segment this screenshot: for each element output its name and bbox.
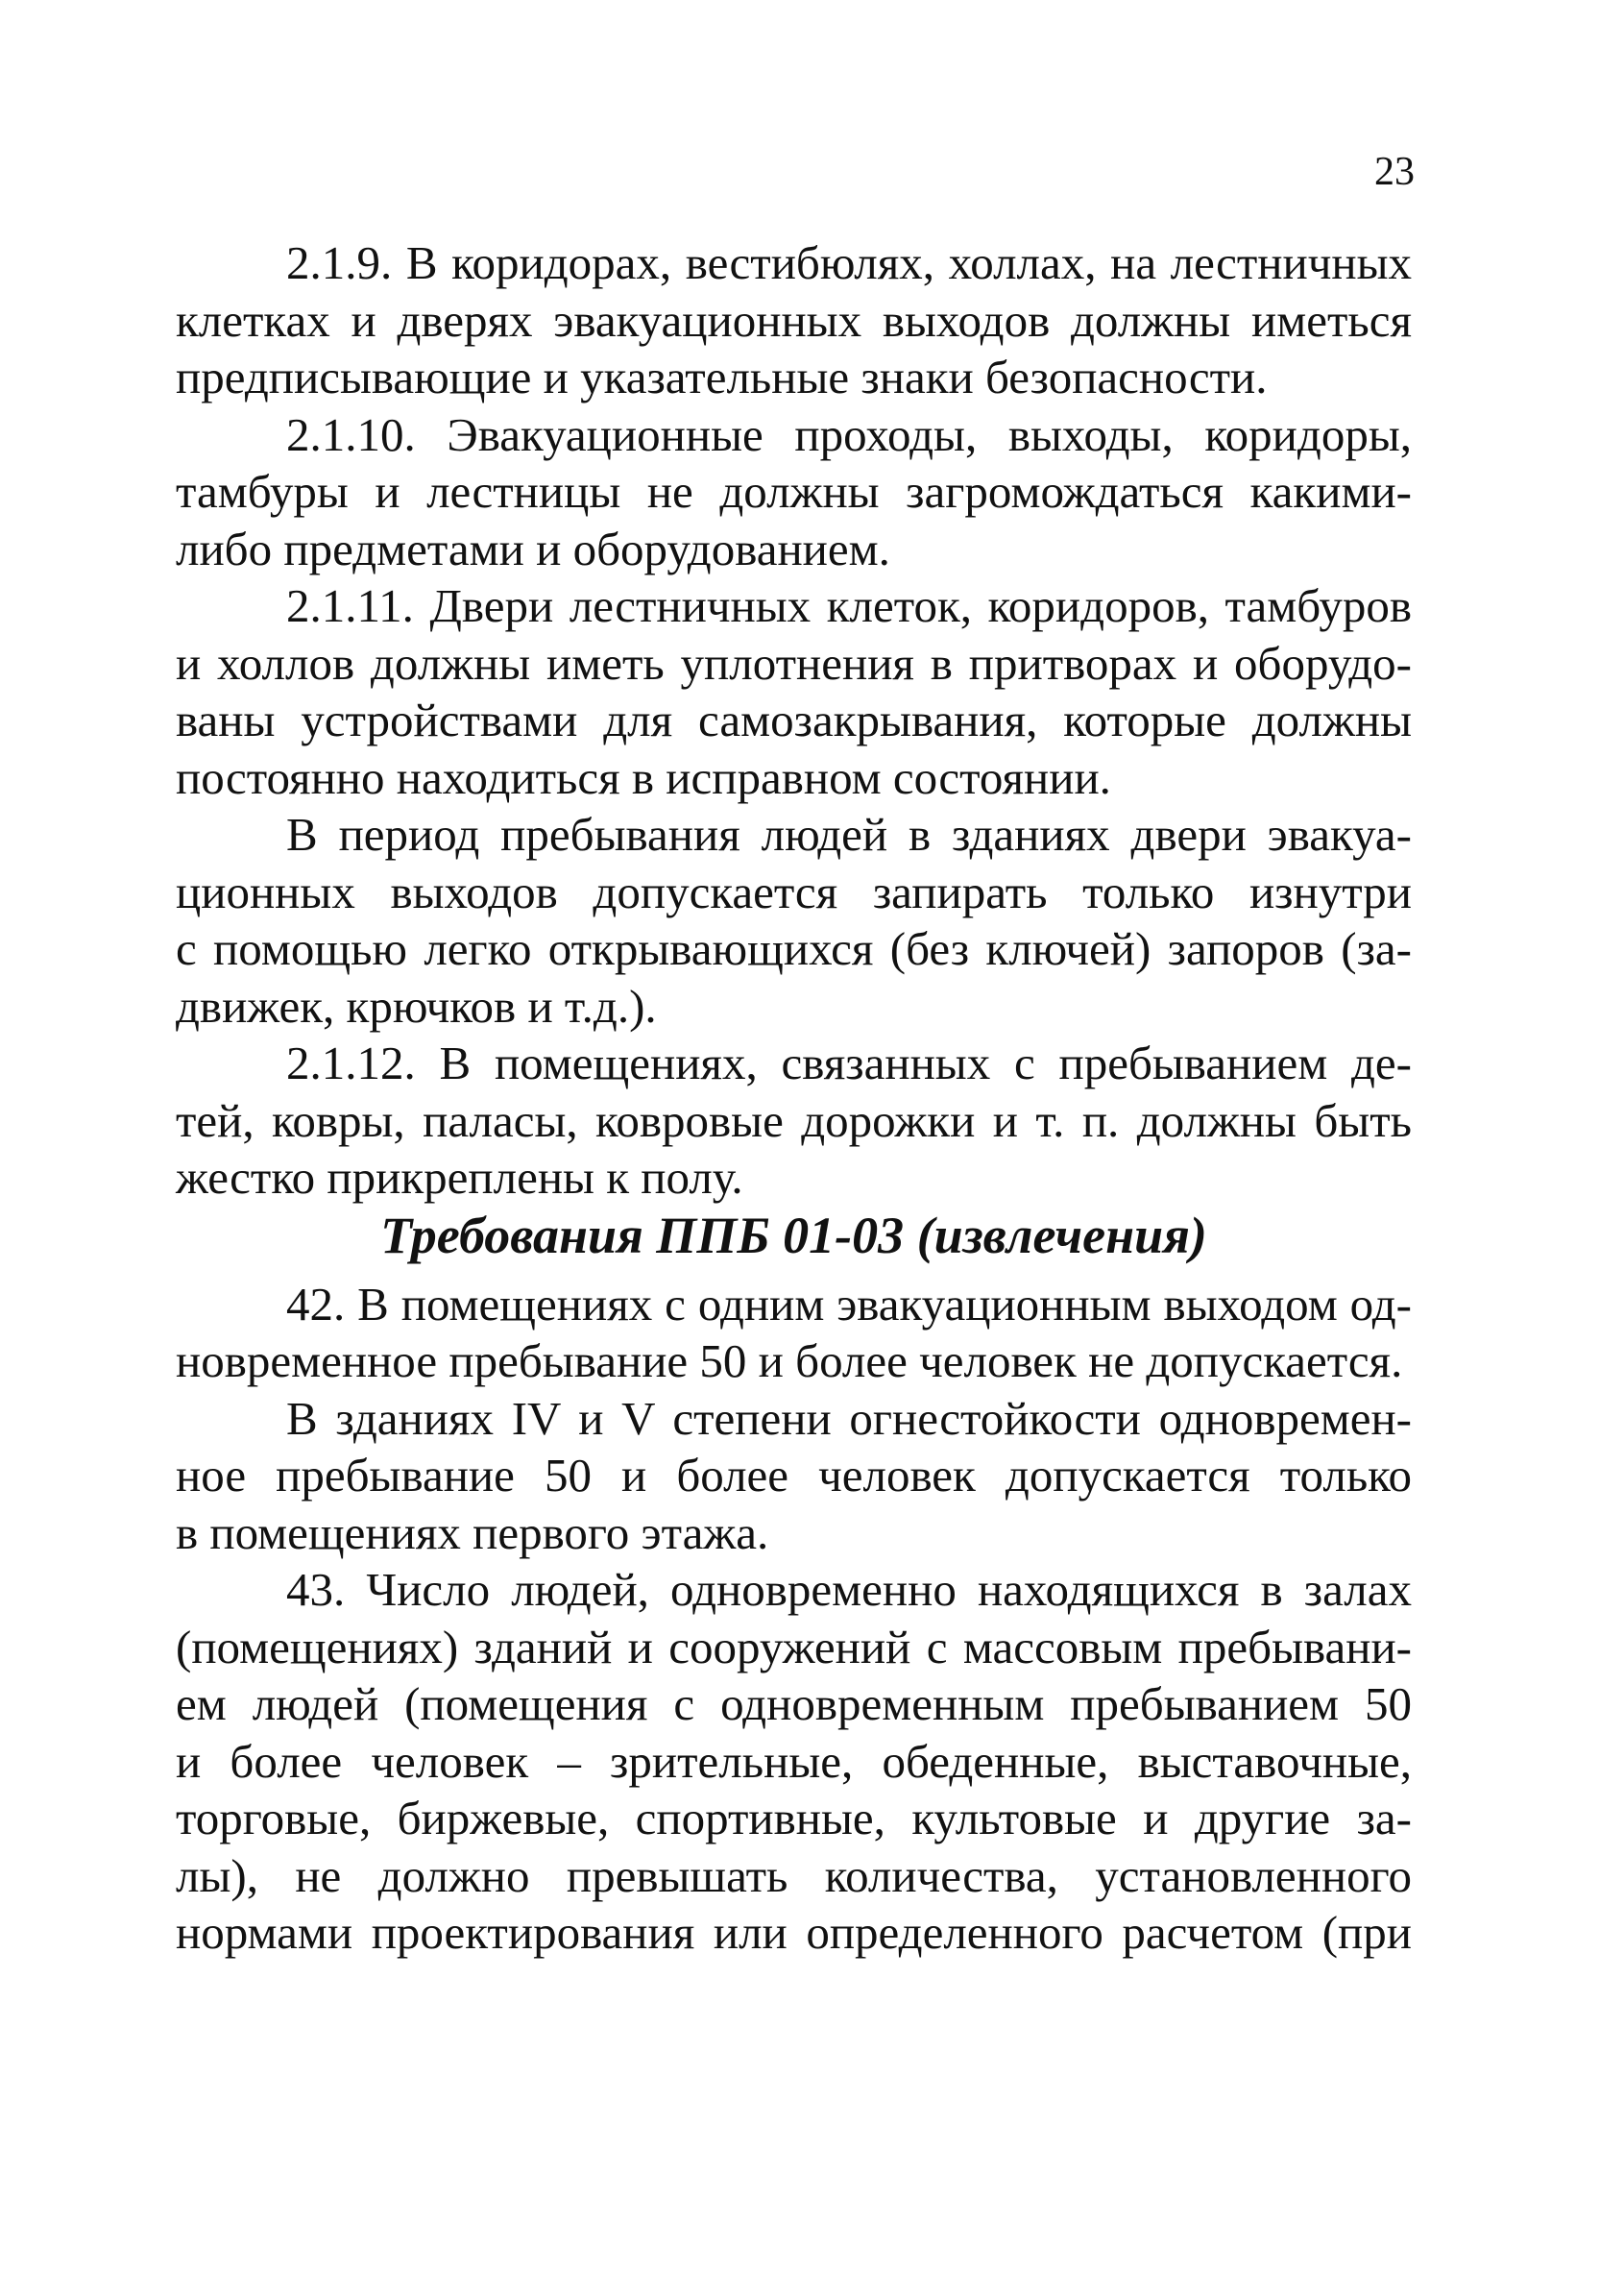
text-line: новременное пребывание 50 и более человек не допускается.	[176, 1334, 1403, 1387]
paragraph-2-1-11-evacuation-doors	[176, 806, 1412, 1035]
text-line: 43. Число людей, одновременно находящихся в залах	[286, 1563, 1412, 1616]
text-line: постоянно находиться в исправном состоянии.	[176, 750, 1111, 804]
text-line: торговые, биржевые, спортивные, культовые и другие за-	[176, 1792, 1412, 1844]
section-heading: Требования ППБ 01-03 (извлечения)	[380, 1206, 1207, 1264]
text-line: 2.1.10. Эвакуационные проходы, выходы, коридоры,	[286, 407, 1412, 461]
text-line: тей, ковры, паласы, ковровые дорожки и т. п. должны быть	[176, 1093, 1412, 1147]
text-line: В период пребывания людей в зданиях двери эвакуа-	[286, 808, 1412, 861]
paragraph-2-1-10	[176, 406, 1412, 578]
paragraph-2-1-11	[176, 577, 1412, 806]
paragraph-2-1-9	[176, 234, 1412, 406]
text-line: предписывающие и указательные знаки безопасности.	[176, 351, 1268, 403]
text-line: либо предметами и оборудованием.	[176, 522, 890, 575]
text-line: нормами проектирования или определенного расчетом (при	[176, 1906, 1412, 1959]
text-line: клетках и дверях эвакуационных выходов должны иметься	[176, 293, 1412, 347]
text-line: с помощью легко открывающихся (без ключей) запоров (за-	[176, 922, 1412, 975]
text-line: жестко прикреплены к полу.	[176, 1151, 743, 1204]
text-line: и более человек – зрительные, обеденные, выставочные,	[176, 1734, 1412, 1788]
text-line: ваны устройствами для самозакрывания, которые должны	[176, 694, 1412, 746]
page-number: 23	[1374, 150, 1415, 194]
text-line: движек, крючков и т.д.).	[176, 979, 657, 1033]
paragraph-42	[176, 1276, 1412, 1390]
text-line: 2.1.9. В коридорах, вестибюлях, холлах, на лестничных	[286, 236, 1412, 289]
text-line: ное пребывание 50 и более человек допускается только	[176, 1449, 1412, 1502]
text-line: ционных выходов допускается запирать только изнутри	[176, 865, 1412, 918]
paragraph-43	[176, 1561, 1412, 1962]
text-line: тамбуры и лестницы не должны загромождаться какими-	[176, 465, 1412, 518]
text-line: и холлов должны иметь уплотнения в притворах и оборудо-	[176, 636, 1412, 690]
text-line: (помещениях) зданий и сооружений с массовым пребывани-	[176, 1620, 1412, 1673]
text-line: лы), не должно превышать количества, установленного	[176, 1848, 1412, 1902]
text-line: в помещениях первого этажа.	[176, 1505, 769, 1559]
text-line: 42. В помещениях с одним эвакуационным выходом од-	[286, 1277, 1412, 1331]
text-line: ем людей (помещения с одновременным пребыванием 50	[176, 1677, 1412, 1730]
paragraph-42-fire-resistance	[176, 1390, 1412, 1562]
document-body	[176, 234, 1412, 1962]
text-line: В зданиях IV и V степени огнестойкости одновремен-	[286, 1391, 1412, 1445]
text-line: 2.1.12. В помещениях, связанных с пребыванием де-	[286, 1037, 1412, 1089]
text-line: 2.1.11. Двери лестничных клеток, коридоров, тамбуров	[286, 579, 1412, 632]
paragraph-2-1-12	[176, 1035, 1412, 1207]
